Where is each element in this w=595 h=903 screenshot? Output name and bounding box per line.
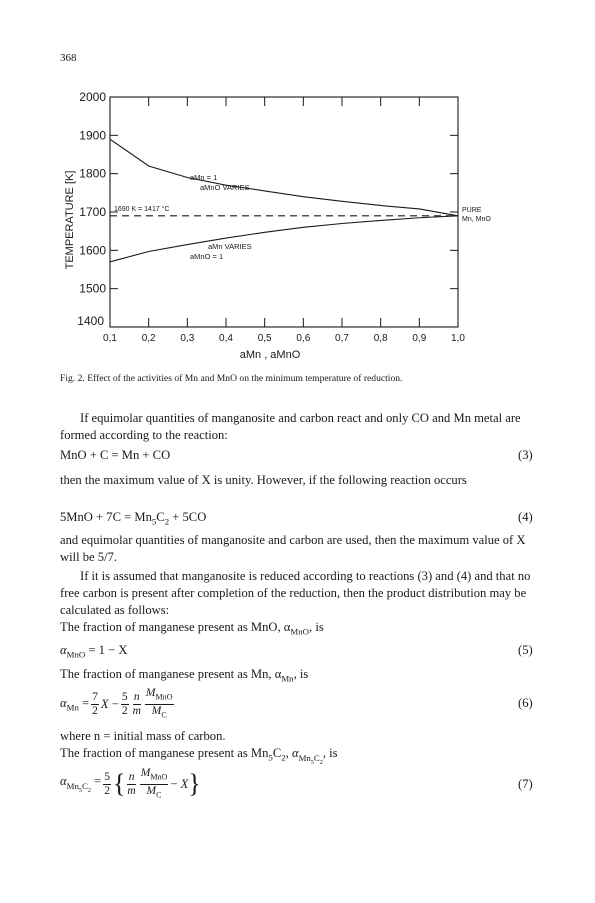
x-tick-label: 0,7 [335, 333, 349, 344]
eq5-text: = 1 − X [85, 643, 128, 657]
y-tick-label: 1600 [79, 243, 106, 258]
x-axis-label: aMn , aMnO [239, 349, 301, 361]
x-tick-label: 0,6 [296, 333, 311, 344]
p5-end: , is [309, 620, 324, 634]
equation-4: $5MnO + 7C = Mn_5C_2 + 5CO$ [60, 510, 207, 527]
series-line-2 [110, 216, 458, 262]
equation-5-number: (5) [518, 643, 533, 657]
x-tick-label: 0,1 [103, 333, 117, 344]
paragraph-2: then the maximum value of X is unity. However, if the following reaction occurs [60, 473, 467, 487]
y-tick-label: 1400 [77, 314, 104, 328]
annotation-pure-2: Mn, MnO [462, 216, 491, 223]
paragraph-6 [60, 666, 540, 688]
y-tick-label: 1800 [79, 166, 106, 181]
equation-3: MnO + C = Mn + CO [60, 448, 171, 462]
figure-caption: Fig. 2. Effect of the activities of Mn and MnO on the minimum temperature of reduction. [60, 373, 403, 384]
y-tick-label: 2000 [79, 90, 106, 104]
annotation-pure-1: PURE [462, 207, 482, 214]
equation-5: $\alpha_{MnO} = 1 - X$ [60, 643, 128, 660]
p5-sub: MnO [290, 626, 310, 637]
chart-axes [64, 97, 458, 361]
y-tick-label: 1700 [79, 205, 106, 219]
eq4-part-a: 5MnO + 7C = Mn [60, 510, 152, 524]
eq4-part-c: + 5CO [169, 510, 207, 524]
y-tick-label: 1500 [79, 281, 106, 296]
x-tick-label: 0,3 [180, 333, 195, 344]
paragraph-4: If it is assumed that manganosite is reduced according to reactions (3) and (4) and that no free carbon is present after completion of the reduction, then the product distribution may be calculated as follows: [60, 569, 531, 617]
p8-mid: C [272, 746, 282, 760]
p6-end: , is [293, 667, 309, 681]
p6-sub: Mn [281, 673, 294, 684]
annotation-lower-a: aMn VARIES [208, 242, 252, 251]
x-tick-label: 1,0 [451, 333, 465, 344]
chart-ticks [77, 90, 465, 344]
equation-4-number: (4) [518, 510, 533, 524]
p8-end: , is [322, 746, 338, 760]
x-tick-label: 0,8 [373, 333, 388, 344]
equation-6: $\alpha_{Mn}$ = $\frac{7}{2}$ X − $\frac{5}{2}$ $\frac{n}{m}$ $\frac{M_{MnO}}{M_C}$ [60, 687, 173, 719]
p8-text: The fraction of manganese present as Mn [60, 746, 269, 760]
series-line-1 [110, 139, 458, 216]
paragraph-1: If equimolar quantities of manganosite and carbon react and only CO and Mn metal are formed according to the reaction: [60, 411, 521, 442]
annotation-dashed-label: 1690 K = 1417 °C [114, 206, 170, 213]
chart-series [110, 139, 458, 262]
x-tick-label: 0,5 [257, 333, 272, 344]
eq4-part-b: C [156, 510, 165, 524]
equation-7: $\alpha_{Mn_5C_2}$ = $\frac{5}{2}$ { $\frac{n}{m}$ $\frac{M_{MnO}}{M_C}$ − X } [60, 767, 201, 799]
page-number: 368 [60, 52, 77, 64]
figure-2-chart [0, 0, 595, 370]
annotation-upper-b: aMnO VARIES [200, 183, 250, 192]
y-axis-label: TEMPERATURE [K] [64, 170, 76, 270]
equation-3-number: (3) [518, 448, 533, 462]
paragraph-8: The fraction of manganese present as $Mn_5C_2$, $\alpha_{Mn_5C_2}$, is [60, 746, 338, 766]
annotation-lower-b: aMnO = 1 [190, 252, 224, 261]
annotation-upper-a: aMn = 1 [190, 173, 218, 182]
x-tick-label: 0,2 [141, 333, 156, 344]
paragraph-3: and equimolar quantities of manganosite and carbon are used, then the maximum value of X will be 5/7. [60, 533, 526, 564]
y-tick-label: 1900 [79, 128, 106, 143]
x-tick-label: 0,4 [219, 333, 233, 344]
p6-text: The fraction of manganese present as Mn, α [60, 667, 282, 681]
paragraph-5 [60, 619, 540, 641]
equation-6-number: (6) [518, 696, 533, 710]
paragraph-7: where n = initial mass of carbon. [60, 729, 226, 743]
p5-text: The fraction of manganese present as MnO, α [60, 620, 291, 634]
x-tick-label: 0,9 [412, 333, 427, 344]
equation-7-number: (7) [518, 777, 533, 791]
